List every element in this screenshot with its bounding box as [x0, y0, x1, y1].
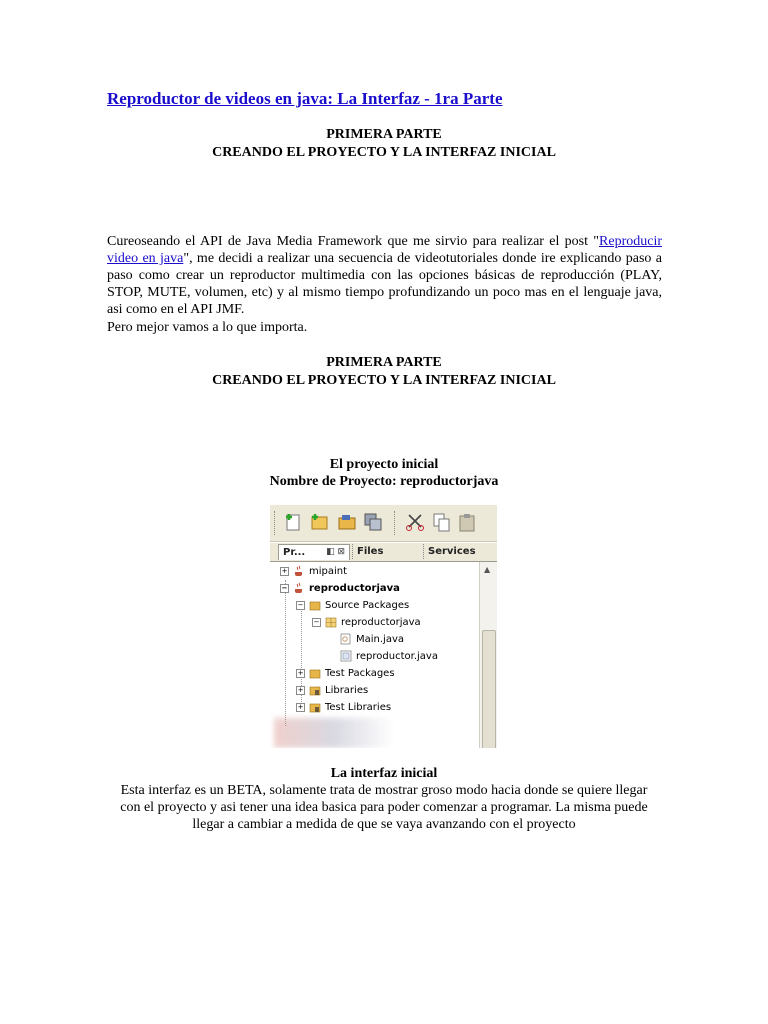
heading-1-line-2: CREANDO EL PROYECTO Y LA INTERFAZ INICIAL: [212, 145, 556, 160]
tree-item-label: Libraries: [325, 685, 369, 696]
library-icon: [309, 701, 321, 713]
section-heading-2: [0, 354, 768, 390]
tree-item-label: Source Packages: [325, 600, 410, 611]
heading-2-line-2: CREANDO EL PROYECTO Y LA INTERFAZ INICIAL: [212, 373, 556, 388]
package-icon: [325, 616, 337, 628]
tree-item-label: reproductorjava: [309, 583, 400, 594]
project-name-line: Nombre de Proyecto: reproductorjava: [269, 474, 499, 489]
interface-section: [0, 765, 768, 833]
collapse-icon[interactable]: −: [297, 600, 304, 609]
java-form-icon: [340, 650, 352, 662]
scrollbar-thumb[interactable]: [482, 630, 496, 748]
tree-item-label: Main.java: [356, 634, 405, 645]
toolbar-grip-2: [394, 511, 398, 535]
expand-icon[interactable]: +: [297, 685, 304, 694]
library-icon: [309, 684, 321, 696]
tab-services[interactable]: Services: [423, 544, 494, 559]
java-class-icon: [340, 633, 352, 645]
section-heading-1: [0, 126, 768, 162]
tree-item-label: reproductorjava: [341, 617, 421, 628]
tree-item-libraries[interactable]: [296, 683, 368, 699]
tree-item-label: mipaint: [309, 566, 348, 577]
copy-icon[interactable]: [430, 511, 452, 533]
save-all-icon[interactable]: [362, 511, 384, 533]
tree-item-label: Test Libraries: [325, 702, 392, 713]
folder-icon: [309, 599, 321, 611]
ide-screenshot: [270, 505, 497, 748]
tab-projects-label: Pr...: [283, 547, 306, 558]
tree-item-main-java[interactable]: [340, 632, 404, 648]
ide-toolbar: [270, 505, 497, 542]
toolbar-grip: [274, 511, 278, 535]
open-project-icon[interactable]: [336, 511, 358, 533]
heading-2-line-1: PRIMERA PARTE: [326, 355, 442, 370]
tree-item-test-packages[interactable]: [296, 666, 395, 682]
tree-guide-line: [285, 580, 286, 726]
expand-icon[interactable]: +: [297, 702, 304, 711]
tree-item-mipaint[interactable]: [280, 564, 347, 580]
blurred-row: [274, 718, 394, 748]
folder-icon: [309, 667, 321, 679]
java-project-icon: [293, 582, 305, 594]
heading-1-line-1: PRIMERA PARTE: [326, 127, 442, 142]
interface-description: Esta interfaz es un BETA, solamente trata de mostrar groso modo hacia donde se quiere llegar con el proyecto y asi tener una idea basica para poder comenzar a programar. La misma puede llegar a cambiar a medida de que se vaya avanzando con el proyecto: [120, 783, 648, 832]
expand-icon[interactable]: +: [297, 668, 304, 677]
tree-item-source-packages[interactable]: [296, 598, 409, 614]
outro-text: Pero mejor vamos a lo que importa.: [107, 320, 308, 335]
intro-text-2: ", me decidi a realizar una secuencia de videotutoriales donde ire explicando paso a paso como crear un reproductor multimedia con las opciones básicas de reproducción (PLAY, STOP, MUTE, volumen, etc) y al mismo tiempo profundizando un poco mas en el lenguaje java, asi como en el API JMF.: [107, 251, 663, 317]
ide-tab-bar: [270, 543, 497, 562]
tree-item-label: Test Packages: [325, 668, 395, 679]
new-file-icon[interactable]: [282, 511, 304, 533]
java-project-icon: [293, 565, 305, 577]
tab-files[interactable]: Files: [352, 544, 417, 559]
collapse-icon[interactable]: −: [313, 617, 320, 626]
intro-text-1: Cureoseando el API de Java Media Framework que me sirvio para realizar el post ": [107, 234, 600, 249]
tab-projects-controls-icon[interactable]: ◧ ⊠: [326, 547, 345, 557]
tree-item-reproductorjava-project[interactable]: [280, 581, 400, 597]
tree-item-reproductor-java[interactable]: [340, 649, 438, 665]
tab-projects[interactable]: [278, 544, 350, 560]
scroll-up-icon[interactable]: ▲: [484, 565, 491, 574]
project-title: El proyecto inicial: [329, 457, 439, 472]
project-heading: [0, 456, 768, 490]
paste-icon[interactable]: [456, 511, 478, 533]
intro-paragraph: [107, 233, 662, 318]
tree-item-test-libraries[interactable]: [296, 700, 391, 716]
expand-icon[interactable]: +: [281, 566, 288, 575]
tree-item-package-reproductorjava[interactable]: [312, 615, 421, 631]
reproducir-video-link[interactable]: Reproducir video en java: [107, 234, 662, 266]
collapse-icon[interactable]: −: [281, 583, 288, 592]
new-project-icon[interactable]: [308, 511, 330, 533]
tree-item-label: reproductor.java: [356, 651, 438, 662]
article-title-link[interactable]: Reproductor de videos en java: La Interfaz - 1ra Parte: [107, 89, 503, 108]
tree-scrollbar[interactable]: [479, 562, 497, 748]
interface-title: La interfaz inicial: [330, 766, 438, 781]
cut-icon[interactable]: [404, 511, 426, 533]
